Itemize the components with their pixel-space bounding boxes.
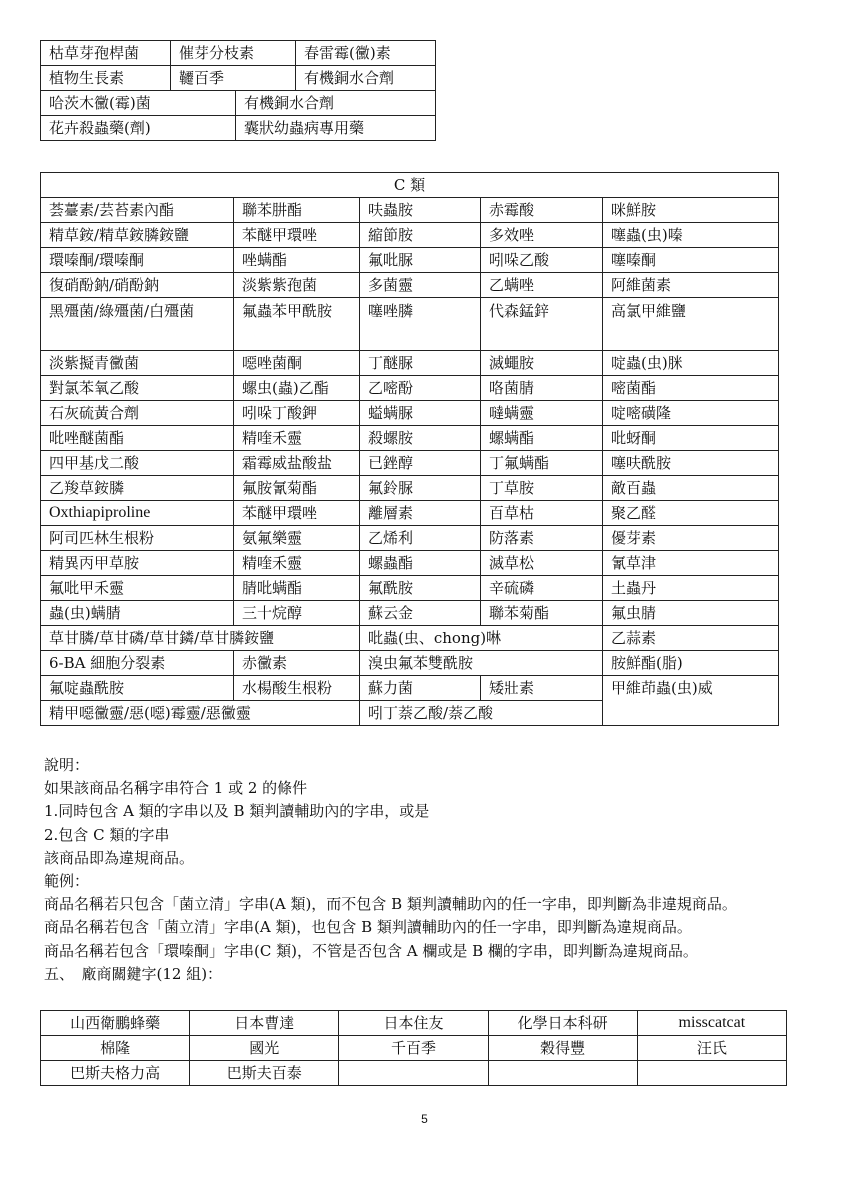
table-cell: 氟吡脲	[360, 248, 481, 273]
table-cell	[637, 1061, 786, 1086]
table-cell	[339, 1061, 488, 1086]
table-cell: 淡紫紫孢菌	[234, 273, 360, 298]
table-cell: 螺虫(蟲)乙酯	[234, 376, 360, 401]
table-row	[41, 676, 779, 701]
table-cell: 氟鈴脲	[360, 476, 481, 501]
table-cell: 阿維菌素	[603, 273, 779, 298]
table-cell: 土蟲丹	[603, 576, 779, 601]
table-cell: 噁唑菌酮	[234, 351, 360, 376]
table-cell: 氟啶蟲酰胺	[41, 676, 234, 701]
table-cell: 氟蟲苯甲酰胺	[234, 298, 360, 351]
top-product-table	[40, 40, 779, 141]
table-row	[41, 223, 779, 248]
table-cell: 赤霉酸	[481, 198, 603, 223]
table-cell: 噻呋酰胺	[603, 451, 779, 476]
table-cell: 植物生長素	[41, 66, 171, 91]
table-cell: 殺螺胺	[360, 426, 481, 451]
table-row	[41, 351, 779, 376]
table-cell: 棉隆	[41, 1036, 190, 1061]
note-line: 範例：	[44, 872, 90, 891]
table-cell: 6-BA 細胞分裂素	[41, 651, 234, 676]
table-cell: 咪鮮胺	[603, 198, 779, 223]
table-cell: 苯醚甲環唑	[234, 501, 360, 526]
table-cell: 離層素	[360, 501, 481, 526]
table-cell: 吲哚乙酸	[481, 248, 603, 273]
table-cell: 啶蟲(虫)脒	[603, 351, 779, 376]
table-row	[41, 601, 779, 626]
table-cell: 有機銅水合劑	[296, 66, 436, 91]
table-row	[41, 501, 779, 526]
table-row	[41, 248, 779, 273]
table-cell: 赤黴素	[234, 651, 360, 676]
table-cell: 乙羧草銨膦	[41, 476, 234, 501]
table-cell: 優芽素	[603, 526, 779, 551]
table-cell: 咯菌腈	[481, 376, 603, 401]
table-cell: 辛硫磷	[481, 576, 603, 601]
table-cell: 日本住友	[339, 1011, 488, 1036]
table-cell: 滅蠅胺	[481, 351, 603, 376]
table-cell: 對氯苯氧乙酸	[41, 376, 234, 401]
table-row	[41, 626, 779, 651]
note-line: 說明：	[44, 756, 90, 774]
table-cell: 螠螨脲	[360, 401, 481, 426]
table-cell: 溴虫氟苯雙酰胺	[360, 651, 603, 676]
table-cell: 吡蟲(虫、chong)啉	[360, 626, 603, 651]
table-cell: 氟吡甲禾靈	[41, 576, 234, 601]
table-title-row	[41, 173, 779, 198]
table-cell: 氨氟樂靈	[234, 526, 360, 551]
table-cell: 石灰硫黃合劑	[41, 401, 234, 426]
table-cell: Oxthiapiproline	[41, 501, 234, 526]
table-cell: 囊狀幼蟲病專用藥	[236, 116, 436, 141]
table-cell: 乙烯利	[360, 526, 481, 551]
table-cell: 蟲(虫)螨腈	[41, 601, 234, 626]
table-row	[41, 298, 779, 351]
table-cell: 巴斯夫百泰	[190, 1061, 339, 1086]
table-cell: 精喹禾靈	[234, 426, 360, 451]
table-cell: 多菌靈	[360, 273, 481, 298]
table-row	[41, 401, 779, 426]
table-cell: 氟虫腈	[603, 601, 779, 626]
table-cell: 春雷霉(黴)素	[296, 41, 436, 66]
table-cell: 吲哚丁酸鉀	[234, 401, 360, 426]
table-cell: 吡唑醚菌酯	[41, 426, 234, 451]
table-cell: 丁醚脲	[360, 351, 481, 376]
table-cell: 千百季	[339, 1036, 488, 1061]
table-row	[41, 651, 779, 676]
table-cell: 吡蚜酮	[603, 426, 779, 451]
table-row	[41, 476, 779, 501]
table-cell: 矮壯素	[481, 676, 603, 701]
table-row	[41, 198, 779, 223]
table-cell: 乙嘧酚	[360, 376, 481, 401]
table-cell: 代森錳鋅	[481, 298, 603, 351]
table-cell: 精草銨/精草銨膦銨鹽	[41, 223, 234, 248]
table-cell: 荟薹素/芸苔素內酯	[41, 198, 234, 223]
table-cell: 山西衛鵬蜂藥	[41, 1011, 190, 1036]
table-row	[41, 1011, 787, 1036]
table-row	[41, 376, 779, 401]
table-cell	[488, 1061, 637, 1086]
table-cell: 氟酰胺	[360, 576, 481, 601]
table-cell: 防落素	[481, 526, 603, 551]
table-cell: 精甲噁黴靈/惡(噁)霉靈/惡黴靈	[41, 701, 360, 726]
table-cell: 已銼醇	[360, 451, 481, 476]
table-cell: 噠螨靈	[481, 401, 603, 426]
table-cell: 螺蟲酯	[360, 551, 481, 576]
section-heading: 五、 廠商關鍵字(12 組)：	[44, 964, 223, 983]
table-cell: 噻蟲(虫)嗪	[603, 223, 779, 248]
table-cell: 氟胺氰菊酯	[234, 476, 360, 501]
table-cell: 四甲基戊二酸	[41, 451, 234, 476]
table-cell: 敵百蟲	[603, 476, 779, 501]
note-line: 商品名稱若只包含「菌立清」字串(A 類)，而不包含 B 類判讀輔助內的任一字串，即判斷為非違規商品。	[44, 895, 737, 914]
table-cell: 嘧菌酯	[603, 376, 779, 401]
table-row	[41, 41, 779, 66]
table-row	[41, 576, 779, 601]
page-number: 5	[421, 1112, 428, 1126]
table-cell: 催芽分枝素	[171, 41, 296, 66]
table-cell: 滅草松	[481, 551, 603, 576]
table-cell: 呋蟲胺	[360, 198, 481, 223]
table-cell: 噻嗪酮	[603, 248, 779, 273]
c-class-table	[40, 172, 779, 726]
table-row	[41, 551, 779, 576]
notes-section	[44, 754, 834, 986]
table-cell: 百草枯	[481, 501, 603, 526]
note-line: 1.同時包含 A 類的字串以及 B 類判讀輔助內的字串，或是	[44, 802, 430, 821]
table-row	[41, 1061, 787, 1086]
table-cell: 乙蒜素	[603, 626, 779, 651]
table-cell: 汪氏	[637, 1036, 786, 1061]
note-line: 該商品即為違規商品。	[44, 848, 195, 867]
table-cell: 哈茨木黴(霉)菌	[41, 91, 236, 116]
table-cell: 吲丁萘乙酸/萘乙酸	[360, 701, 603, 726]
table-cell: 霜霉威盐酸盐	[234, 451, 360, 476]
table-row	[41, 451, 779, 476]
note-line: 商品名稱若包含「環嗪酮」字串(C 類)，不管是否包含 A 欄或是 B 欄的字串，即判斷為違規商品。	[44, 941, 698, 960]
table-cell: 阿司匹林生根粉	[41, 526, 234, 551]
table-cell: 蘇力菌	[360, 676, 481, 701]
table-row	[41, 273, 779, 298]
table-cell: 花卉殺蟲藥(劑)	[41, 116, 236, 141]
table-cell: 蘇云金	[360, 601, 481, 626]
table-cell: 乙螨唑	[481, 273, 603, 298]
table-cell: 韆百季	[171, 66, 296, 91]
table-cell: 甲維茚蟲(虫)威	[603, 676, 779, 726]
note-line: 如果該商品名稱字串符合 1 或 2 的條件	[44, 779, 308, 798]
table-cell: 唑螨酯	[234, 248, 360, 273]
table-cell: 化學日本科研	[488, 1011, 637, 1036]
note-line: 商品名稱若包含「菌立清」字串(A 類)，也包含 B 類判讀輔助內的任一字串，即判斷為違規商品。	[44, 918, 692, 937]
table-cell: 精喹禾靈	[234, 551, 360, 576]
table-cell: 日本曹達	[190, 1011, 339, 1036]
table-cell: 聯苯肼酯	[234, 198, 360, 223]
table-cell: misscatcat	[637, 1011, 786, 1036]
table-cell: 草甘膦/草甘磷/草甘鏻/草甘膦銨鹽	[41, 626, 360, 651]
vendor-keyword-table	[40, 1010, 787, 1086]
table-cell: 螺螨酯	[481, 426, 603, 451]
table-cell: 苯醚甲環唑	[234, 223, 360, 248]
table-cell: 淡紫擬青黴菌	[41, 351, 234, 376]
table-cell: 國光	[190, 1036, 339, 1061]
c-class-title: C 類	[41, 173, 779, 198]
table-cell: 縮節胺	[360, 223, 481, 248]
table-cell: 環嗪酮/環嗪酮	[41, 248, 234, 273]
table-cell: 巴斯夫格力高	[41, 1061, 190, 1086]
table-cell: 三十烷醇	[234, 601, 360, 626]
table-cell: 黑殭菌/綠殭菌/白殭菌	[41, 298, 234, 351]
table-cell: 枯草芽孢桿菌	[41, 41, 171, 66]
table-blank	[436, 41, 779, 141]
table-cell: 丁草胺	[481, 476, 603, 501]
table-cell: 穀得豐	[488, 1036, 637, 1061]
table-cell: 復硝酚鈉/硝酚鈉	[41, 273, 234, 298]
note-line: 2.包含 C 類的字串	[44, 825, 170, 844]
table-cell: 多效唑	[481, 223, 603, 248]
table-cell: 啶嘧磺隆	[603, 401, 779, 426]
table-cell: 胺鮮酯(脂)	[603, 651, 779, 676]
table-cell: 噻唑膦	[360, 298, 481, 351]
table-cell: 精異丙甲草胺	[41, 551, 234, 576]
table-cell: 丁氟螨酯	[481, 451, 603, 476]
table-cell: 水楊酸生根粉	[234, 676, 360, 701]
table-row	[41, 426, 779, 451]
table-cell: 有機銅水合劑	[236, 91, 436, 116]
table-cell: 聚乙醛	[603, 501, 779, 526]
table-cell: 腈吡螨酯	[234, 576, 360, 601]
table-cell: 高氯甲維鹽	[603, 298, 779, 351]
table-cell: 聯苯菊酯	[481, 601, 603, 626]
table-row	[41, 526, 779, 551]
table-row	[41, 1036, 787, 1061]
table-cell: 氰草津	[603, 551, 779, 576]
